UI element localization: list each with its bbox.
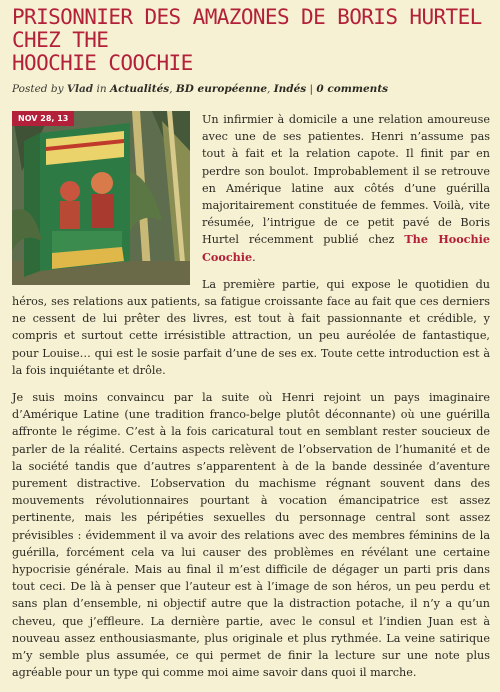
paragraph-1-end: .: [252, 250, 256, 264]
post-meta: [12, 83, 490, 95]
blog-post: [12, 6, 490, 692]
post-title-line2[interactable]: HOOCHIE COOCHIE: [12, 51, 193, 75]
paragraph-1-text: Un infirmier à domicile a une relation amoureuse avec une de ses patientes. Henri n’assume pas tout à fait et la relation capote. Il finit par en perdre son boulot. Improbablement il se retrouve en Amérique latine aux côtés d’une guérilla majoritairement constituée de femmes. Voilà, vite résumée, l’intrigue de ce petit pavé de Boris Hurtel récemment publié chez: [202, 113, 490, 247]
category-link-indes[interactable]: Indés: [273, 83, 307, 95]
post-body: [12, 111, 490, 682]
comments-link[interactable]: 0 comments: [316, 83, 389, 95]
separator-pipe: |: [309, 83, 314, 95]
posted-by-label: Posted by: [12, 83, 64, 95]
book-cover-image[interactable]: [12, 111, 190, 285]
category-link-bd-europeenne[interactable]: BD européenne: [175, 83, 268, 95]
publisher-link[interactable]: The Hoochie Coochie: [202, 232, 490, 264]
book-cover-photo-icon: [12, 111, 190, 285]
paragraph-2: La première partie, qui expose le quotidien du héros, ses relations aux patients, sa fatigue croissante face au fait que ces derniers ne cessent de lui prêter des livres, est tout à fait passionnante et crédible, y compris et surtout cette irrésistible attraction, un peu auréolée de fantastique, pour Louise… qui est le sosie parfait d’une de ses ex. Toute cette introduction est à la fois inquiétante et drôle.: [12, 277, 490, 377]
paragraph-3: Je suis moins convaincu par la suite où Henri rejoint un pays imaginaire d’Amérique Latine (une tradition franco-belge plutôt déconnante) où une guérilla affronte le régime. C’est à la fois caricatural tout en semblant rester soucieux de parler de la réalité. Certains aspects relèvent de l’observation de l’humanité et de la société tandis que d’autres s’apparentent à de la bande dessinée d’aventure purement distractive. L’observation du machisme régnant souvent dans des mouvements révolutionnaires pourtant à vocation émancipatrice est assez pertinente, mais les péripéties sexuelles du personnage central sont assez prévisibles : évidemment il va avoir des relations avec des membres féminins de la guérilla, forcément cela va lui causer des problèmes en révélant une certaine hypocrisie générale. Mais au final il m’est difficile de dégager un parti pris dans tout ceci. De là à penser que l’auteur est à l’image de son héros, un peu perdu et sans plan d’ensemble, ni objectif autre que la distraction potache, il n’y a qu’un cheveu, que j’effleure. La dernière partie, avec le consul et l’indien Juan est à nouveau assez enthousiasmante, plus originale et plus rythmée. La veine satirique m’y semble plus assumée, ce qui permet de finir la lecture sur une note plus agréable pour un type qui comme moi aime savoir dans quoi il marche.: [12, 391, 490, 680]
author-link[interactable]: Vlad: [66, 83, 94, 95]
in-label: in: [96, 83, 107, 95]
category-link-actualites[interactable]: Actualités: [109, 83, 170, 95]
separator: ,: [267, 83, 271, 95]
date-badge: NOV 28, 13: [12, 111, 74, 126]
post-title-line1[interactable]: PRISONNIER DES AMAZONES DE BORIS HURTEL CHEZ THE: [12, 5, 482, 52]
separator: ,: [169, 83, 173, 95]
post-title[interactable]: [12, 6, 490, 75]
